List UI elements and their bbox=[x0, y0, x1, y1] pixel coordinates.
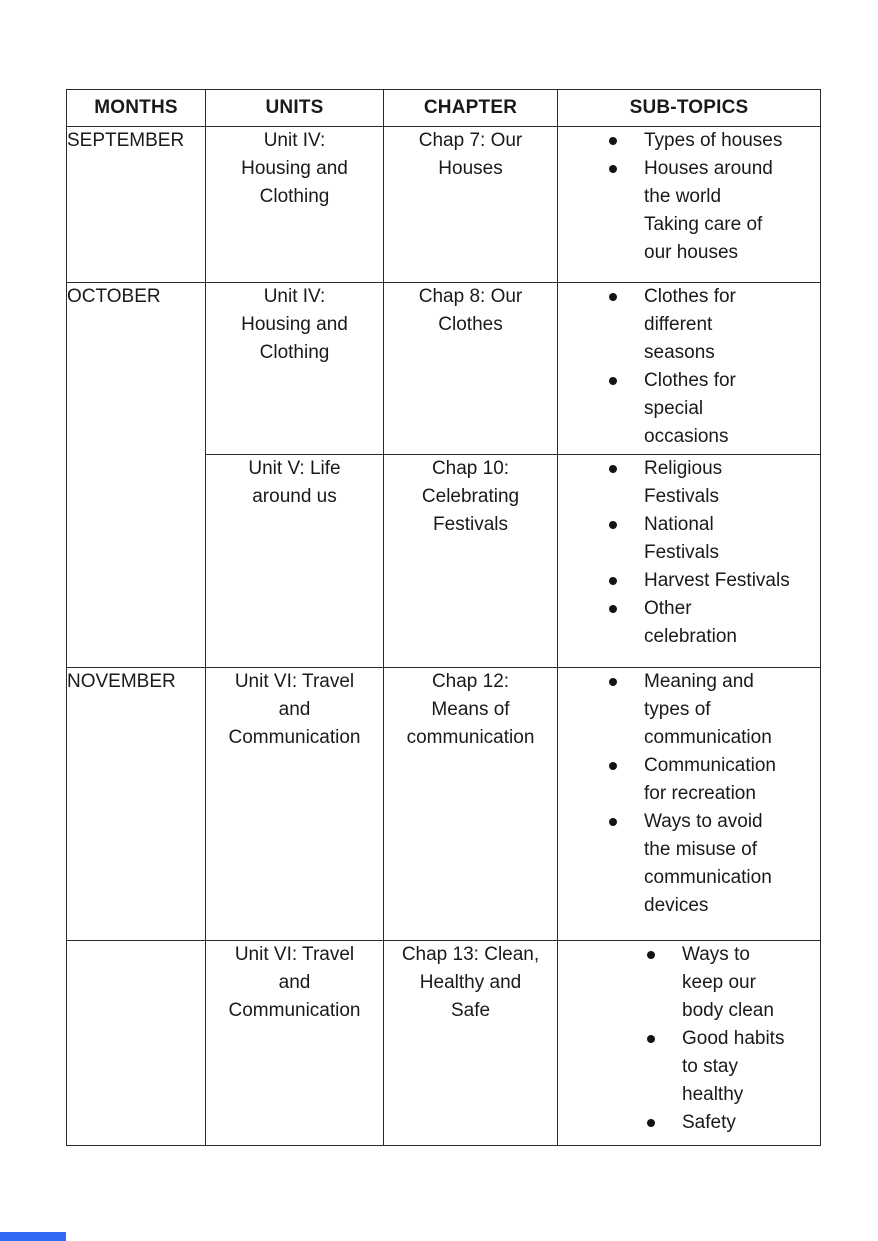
header-row bbox=[67, 90, 821, 127]
text-line: occasions bbox=[644, 426, 729, 447]
text-line: communication bbox=[644, 727, 772, 748]
text-line: Safe bbox=[450, 1000, 491, 1021]
text-line: Chap 10: bbox=[431, 458, 510, 479]
text-line: communication bbox=[644, 867, 772, 888]
text-line: keep our bbox=[682, 972, 756, 993]
text-line: Housing and bbox=[241, 158, 348, 179]
subtopic-item bbox=[558, 668, 820, 752]
bullet-icon bbox=[609, 818, 617, 826]
subtopic-item bbox=[558, 283, 820, 367]
bottom-blue-bar bbox=[0, 1232, 66, 1241]
text-line: communication bbox=[406, 727, 535, 748]
unit-cell bbox=[206, 127, 384, 283]
subtopic-text bbox=[682, 1025, 820, 1109]
text-line: our houses bbox=[644, 242, 739, 263]
text-line: Houses around bbox=[644, 158, 773, 179]
text-line: Unit VI: Travel bbox=[234, 671, 355, 692]
text-line: special bbox=[644, 398, 704, 419]
subtopic-item bbox=[558, 1025, 820, 1109]
subtopic-text bbox=[682, 941, 820, 1025]
month-cell bbox=[67, 941, 206, 1146]
subtopic-text bbox=[644, 211, 820, 267]
bullet-icon bbox=[609, 577, 617, 585]
text-line: Clothing bbox=[259, 342, 330, 363]
text-line: devices bbox=[644, 895, 709, 916]
chapter-cell bbox=[384, 941, 558, 1146]
subtopic-item bbox=[558, 595, 820, 651]
text-line: body clean bbox=[682, 1000, 774, 1021]
month-cell: OCTOBER bbox=[67, 283, 206, 668]
text-line: Clothes for bbox=[644, 370, 736, 391]
bullet-icon bbox=[609, 137, 617, 145]
subtopics-cell bbox=[558, 283, 821, 455]
col-header-sub-topics: SUB-TOPICS bbox=[558, 90, 821, 127]
text-line: Festivals bbox=[644, 542, 719, 563]
text-line: Clothes for bbox=[644, 286, 736, 307]
text-line: Safety bbox=[682, 1112, 736, 1133]
subtopic-text bbox=[644, 155, 820, 211]
text-line: Communication bbox=[228, 727, 361, 748]
text-line: seasons bbox=[644, 342, 715, 363]
text-line: Communication bbox=[228, 1000, 361, 1021]
bullet-icon bbox=[609, 293, 617, 301]
subtopic-text bbox=[682, 1109, 820, 1137]
syllabus-table bbox=[66, 89, 821, 1146]
text-line: Houses bbox=[438, 158, 503, 179]
bullet-icon bbox=[609, 678, 617, 686]
chapter-cell bbox=[384, 455, 558, 668]
text-line: Unit IV: bbox=[263, 286, 326, 307]
bullet-icon bbox=[647, 951, 655, 959]
text-line: Chap 8: Our bbox=[418, 286, 523, 307]
text-line: Unit V: Life bbox=[248, 458, 341, 479]
text-line: the misuse of bbox=[644, 839, 757, 860]
subtopic-text bbox=[644, 595, 820, 651]
subtopic-item bbox=[558, 752, 820, 808]
text-line: for recreation bbox=[644, 783, 756, 804]
subtopic-text bbox=[644, 283, 820, 367]
subtopics-cell bbox=[558, 127, 821, 283]
subtopic-item bbox=[558, 567, 820, 595]
subtopics-cell bbox=[558, 941, 821, 1146]
text-line: Good habits bbox=[682, 1028, 785, 1049]
text-line: Chap 12: bbox=[431, 671, 510, 692]
subtopic-item bbox=[558, 127, 820, 155]
col-header-units: UNITS bbox=[206, 90, 384, 127]
unit-cell bbox=[206, 455, 384, 668]
table-row bbox=[67, 283, 821, 455]
bullet-icon bbox=[609, 521, 617, 529]
text-line: around us bbox=[252, 486, 337, 507]
text-line: to stay bbox=[682, 1056, 738, 1077]
bullet-icon bbox=[609, 465, 617, 473]
subtopic-item bbox=[558, 1109, 820, 1137]
text-line: Unit VI: Travel bbox=[234, 944, 355, 965]
subtopic-text bbox=[644, 455, 820, 511]
subtopic-item bbox=[558, 941, 820, 1025]
subtopic-text bbox=[644, 567, 820, 595]
subtopic-text bbox=[644, 511, 820, 567]
chapter-cell bbox=[384, 127, 558, 283]
text-line: Chap 13: Clean, bbox=[401, 944, 540, 965]
chapter-cell bbox=[384, 668, 558, 941]
bullet-icon bbox=[647, 1119, 655, 1127]
subtopic-text bbox=[644, 808, 820, 920]
text-line: National bbox=[644, 514, 714, 535]
text-line: Means of bbox=[431, 699, 510, 720]
subtopic-item bbox=[558, 455, 820, 511]
text-line: celebration bbox=[644, 626, 737, 647]
subtopic-text bbox=[644, 127, 820, 155]
subtopic-item bbox=[558, 511, 820, 567]
text-line: Religious bbox=[644, 458, 723, 479]
text-line: healthy bbox=[682, 1084, 744, 1105]
col-header-months: MONTHS bbox=[67, 90, 206, 127]
subtopics-cell bbox=[558, 668, 821, 941]
subtopic-text bbox=[644, 752, 820, 808]
text-line: Harvest Festivals bbox=[644, 570, 790, 591]
text-line: Communication bbox=[644, 755, 776, 776]
text-line: Types of houses bbox=[644, 130, 783, 151]
subtopic-item bbox=[558, 367, 820, 451]
bullet-icon bbox=[609, 605, 617, 613]
subtopic-text bbox=[644, 367, 820, 451]
text-line: Ways to avoid bbox=[644, 811, 763, 832]
text-line: types of bbox=[644, 699, 711, 720]
text-line: Chap 7: Our bbox=[418, 130, 523, 151]
text-line: Clothing bbox=[259, 186, 330, 207]
subtopic-item bbox=[558, 808, 820, 920]
subtopic-item bbox=[558, 211, 820, 267]
text-line: Festivals bbox=[644, 486, 719, 507]
text-line: Other bbox=[644, 598, 692, 619]
chapter-cell bbox=[384, 283, 558, 455]
unit-cell bbox=[206, 283, 384, 455]
text-line: and bbox=[278, 699, 311, 720]
table-row bbox=[67, 941, 821, 1146]
month-cell: SEPTEMBER bbox=[67, 127, 206, 283]
text-line: Ways to bbox=[682, 944, 750, 965]
table-row bbox=[67, 668, 821, 941]
text-line: Meaning and bbox=[644, 671, 754, 692]
text-line: Housing and bbox=[241, 314, 348, 335]
bullet-icon bbox=[609, 762, 617, 770]
unit-cell bbox=[206, 941, 384, 1146]
text-line: different bbox=[644, 314, 713, 335]
subtopic-text bbox=[644, 668, 820, 752]
bullet-icon bbox=[609, 377, 617, 385]
text-line: Celebrating bbox=[421, 486, 520, 507]
text-line: Unit IV: bbox=[263, 130, 326, 151]
month-cell: NOVEMBER bbox=[67, 668, 206, 941]
text-line: Healthy and bbox=[419, 972, 522, 993]
col-header-chapter: CHAPTER bbox=[384, 90, 558, 127]
text-line: and bbox=[278, 972, 311, 993]
unit-cell bbox=[206, 668, 384, 941]
subtopic-item bbox=[558, 155, 820, 211]
table-row bbox=[67, 127, 821, 283]
bullet-icon bbox=[647, 1035, 655, 1043]
bullet-icon bbox=[609, 165, 617, 173]
text-line: Festivals bbox=[433, 514, 508, 535]
text-line: Taking care of bbox=[644, 214, 763, 235]
subtopics-cell bbox=[558, 455, 821, 668]
text-line: the world bbox=[644, 186, 722, 207]
text-line: Clothes bbox=[438, 314, 503, 335]
